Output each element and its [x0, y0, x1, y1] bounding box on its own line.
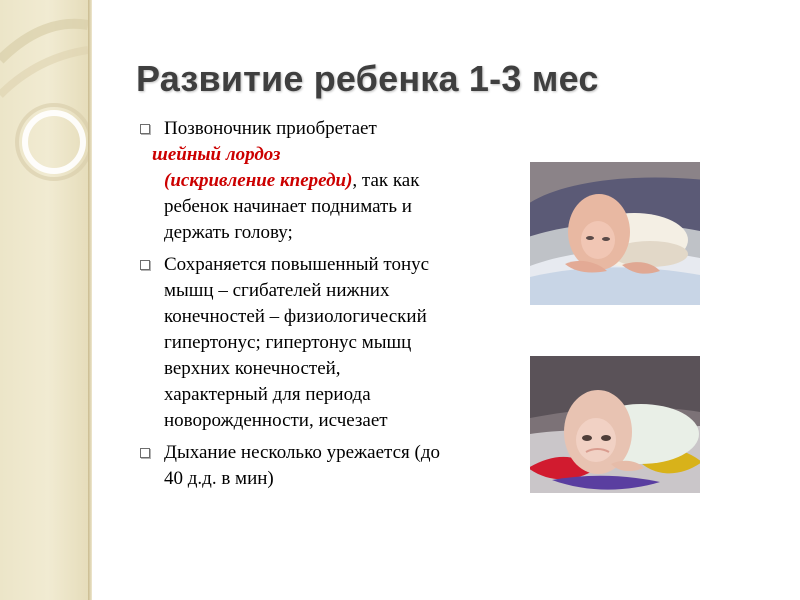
bullet-spine-tail: , так как ребенок начинает поднимать и держать голову;: [164, 170, 420, 243]
decorative-left-band: [0, 0, 88, 600]
bullet-square-icon: [140, 124, 150, 134]
highlight-cervical-lordosis: шейный лордоз: [152, 144, 281, 165]
bullet-muscle-tone: [140, 252, 440, 434]
bullet-breathing-text: Дыхание несколько урежается (до 40 д.д. в мин): [164, 442, 440, 489]
bullet-spine-text: Позвоночник приобретает: [164, 118, 377, 139]
slide-title: Развитие ребенка 1-3 мес: [136, 58, 599, 99]
baby-on-tummy-image: [530, 162, 700, 305]
bullet-breathing: [140, 440, 440, 492]
baby-lifting-head-image: [530, 356, 700, 493]
baby-photo-1: [530, 162, 700, 305]
decorative-band-edge: [88, 0, 92, 600]
bullet-list: [140, 116, 440, 498]
highlight-forward-curvature: (искривление кпереди): [164, 170, 353, 191]
bullet-muscle-tone-text: Сохраняется повышенный тонус мышц – сгибателей нижних конечностей – физиологический гипертонус; гипертонус мышц верхних конечностей, характерный для периода новорожденности, исчезает: [164, 254, 430, 431]
bullet-spine-lordosis: [140, 116, 440, 246]
baby-photo-2: [530, 356, 700, 493]
bullet-square-icon: [140, 260, 150, 270]
bullet-square-icon: [140, 448, 150, 458]
decorative-circles: [0, 0, 88, 220]
